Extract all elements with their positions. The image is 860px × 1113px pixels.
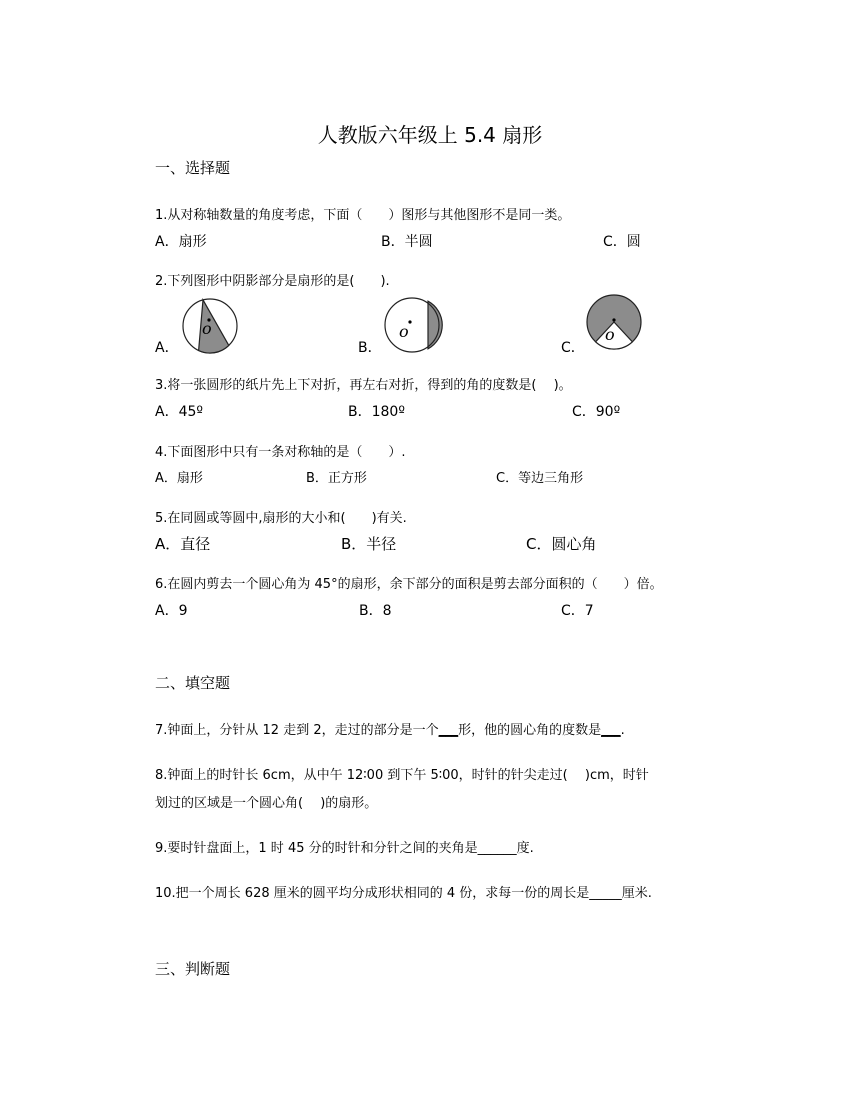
q2-figure-a-center-label: o: [202, 319, 212, 338]
q2-figure-b-circle: [383, 298, 441, 354]
section-choice-heading: 一、选择题: [155, 159, 231, 177]
q4-option-a: A．扇形: [155, 471, 203, 486]
section-fill-heading: 二、填空题: [155, 674, 231, 692]
question-4-text: 4.下面图形中只有一条对称轴的是（ ）.: [155, 445, 406, 460]
q1-option-a: A．扇形: [155, 234, 207, 250]
q7-blank-1: ___: [438, 723, 459, 738]
q6-option-a: A．9: [155, 603, 188, 619]
q10-blank: _____: [589, 886, 622, 901]
q7-blank-2: ___: [601, 723, 621, 738]
q9-blank: ______: [477, 841, 517, 856]
question-8-line-1: 8.钟面上的时针长 6cm，从中午 12∶00 到下午 5∶00，时针的针尖走过( )cm，时针: [155, 768, 649, 783]
q2-option-c: C．: [561, 340, 585, 356]
q2-option-b: B．: [358, 340, 382, 356]
q2-option-a: A．: [155, 340, 179, 356]
q4-option-b: B．正方形: [306, 471, 367, 486]
question-6-text: 6.在圆内剪去一个圆心角为 45°的扇形，余下部分的面积是剪去部分面积的（ ）倍。: [155, 577, 663, 592]
q2-figure-c-circle: [585, 295, 643, 351]
question-3-text: 3.将一张圆形的纸片先上下对折，再左右对折，得到的角的度数是( )。: [155, 378, 572, 393]
q2-figure-b-shade: [428, 301, 442, 349]
question-8-line-2: 划过的区域是一个圆心角( )的扇形。: [155, 796, 378, 811]
q6-option-c: C．7: [561, 603, 594, 619]
q5-option-a: A．直径: [155, 535, 211, 553]
q1-option-b: B．半圆: [381, 234, 433, 250]
q3-option-a: A．45º: [155, 404, 203, 420]
q2-figure-c-center-label: o: [605, 325, 615, 344]
q4-option-c: C．等边三角形: [496, 471, 584, 486]
question-1-text: 1.从对称轴数量的角度考虑，下面（ ）图形与其他图形不是同一类。: [155, 208, 571, 223]
question-10-text: 10.把一个周长 628 厘米的圆平均分成形状相同的 4 份，求每一份的周长是_____厘米.: [155, 886, 652, 901]
question-2-text: 2.下列图形中阴影部分是扇形的是( ).: [155, 274, 390, 289]
q3-option-c: C．90º: [572, 404, 621, 420]
q5-option-c: C．圆心角: [526, 535, 597, 553]
q2-figure-a-circle: [180, 298, 240, 354]
q6-option-b: B．8: [359, 603, 392, 619]
q1-option-c: C．圆: [603, 234, 641, 250]
question-7-text: 7.钟面上，分针从 12 走到 2，走过的部分是一个___形，他的圆心角的度数是___.: [155, 723, 625, 738]
page-title: 人教版六年级上 5.4 扇形: [317, 123, 543, 147]
q5-option-b: B．半径: [341, 535, 397, 553]
question-5-text: 5.在同圆或等圆中,扇形的大小和( )有关.: [155, 511, 407, 526]
q2-figure-b-center-label: o: [399, 322, 409, 341]
q3-option-b: B．180º: [348, 404, 405, 420]
section-judge-heading: 三、判断题: [155, 960, 231, 978]
question-9-text: 9.要时针盘面上，1 时 45 分的时针和分针之间的夹角是______度.: [155, 841, 534, 856]
